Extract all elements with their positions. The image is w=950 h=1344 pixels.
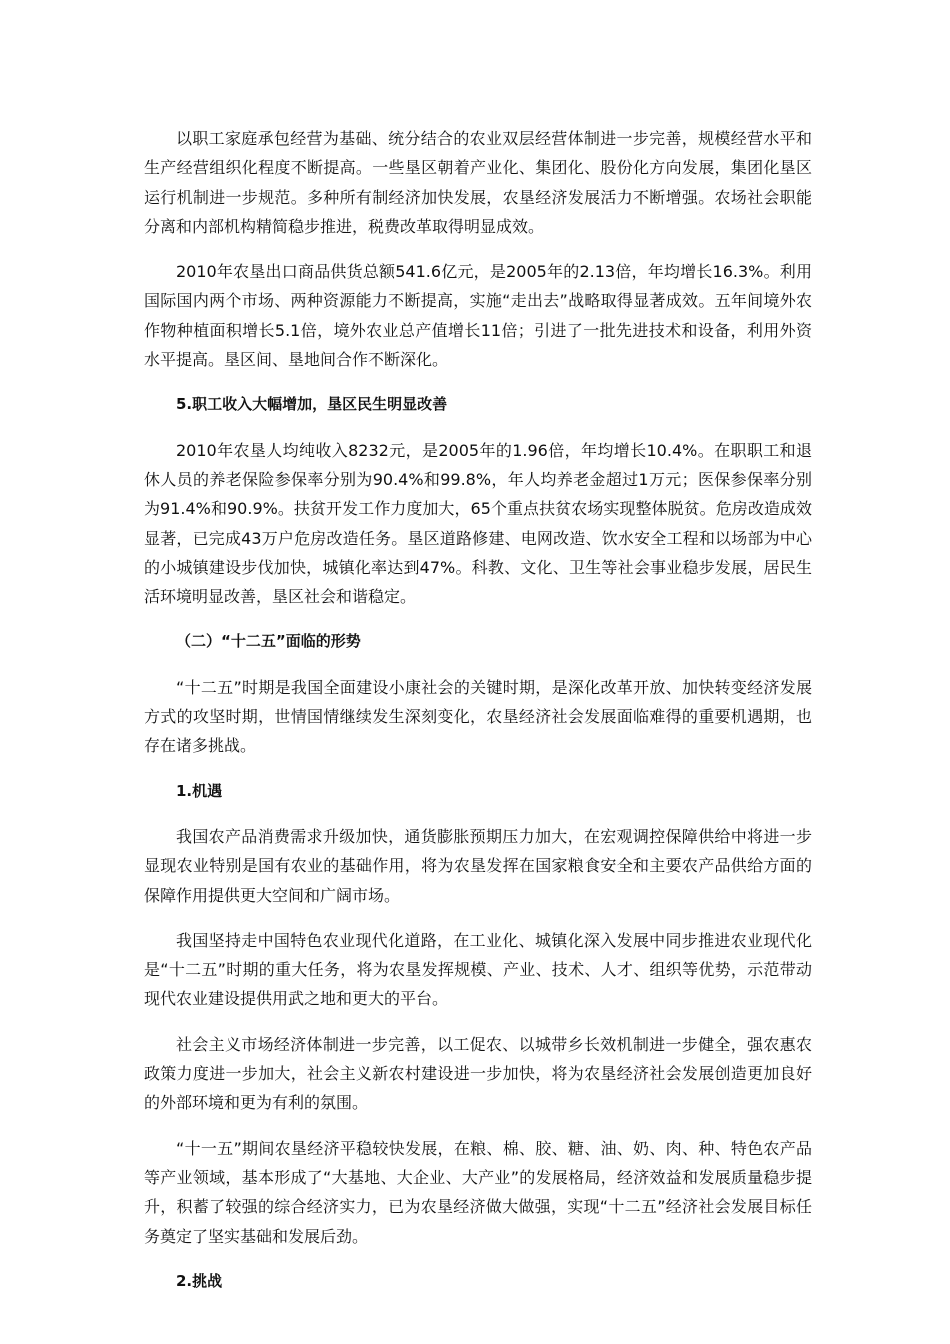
- paragraph-export-supply: 2010年农垦出口商品供货总额541.6亿元，是2005年的2.13倍，年均增长16.3%。利用国际国内两个市场、两种资源能力不断提高，实施“走出去”战略取得显著成效。五年间境外农作物种植面积增长5.1倍，境外农业总产值增长11倍；引进了一批先进技术和设备，利用外资水平提高。垦区间、垦地间合作不断深化。: [144, 262, 812, 370]
- section-heading-income: 5.职工收入大幅增加，垦区民生明显改善: [176, 395, 448, 414]
- section-heading-challenges: 2.挑战: [176, 1271, 223, 1290]
- paragraph-consumer-demand: 我国农产品消费需求升级加快，通货膨胀预期压力加大，在宏观调控保障供给中将进一步显现农业特别是国有农业的基础作用，将为农垦发挥在国家粮食安全和主要农产品供给方面的保障作用提供更大空间和广阔市场。: [144, 826, 812, 905]
- paragraph-situation-intro: “十二五”时期是我国全面建设小康社会的关键时期，是深化改革开放、加快转变经济发展方式的攻坚时期，世情国情继续发生深刻变化，农垦经济社会发展面临难得的重要机遇期，也存在诸多挑战。: [144, 677, 812, 756]
- paragraph-eleventh-plan: “十一五”期间农垦经济平稳较快发展，在粮、棉、胶、糖、油、奶、肉、种、特色农产品等产业领域，基本形成了“大基地、大企业、大产业”的发展格局，经济效益和发展质量稳步提升，积蓄了较强的综合经济实力，已为农垦经济做大做强，实现“十二五”经济社会发展目标任务奠定了坚实基础和发展后劲。: [144, 1138, 812, 1246]
- section-heading-situation: （二）“十二五”面临的形势: [176, 632, 361, 651]
- section-heading-opportunities: 1.机遇: [176, 781, 223, 800]
- paragraph-modernization: 我国坚持走中国特色农业现代化道路，在工业化、城镇化深入发展中同步推进农业现代化是“十二五”时期的重大任务，将为农垦发挥规模、产业、技术、人才、组织等优势，示范带动现代农业建设提供用武之地和更大的平台。: [144, 930, 812, 1009]
- paragraph-per-capita-income: 2010年农垦人均纯收入8232元，是2005年的1.96倍，年均增长10.4%。在职职工和退休人员的养老保险参保率分别为90.4%和99.8%，年人均养老金超过1万元；医保参保率分别为91.4%和90.9%。扶贫开发工作力度加大，65个重点扶贫农场实现整体脱贫。危房改造成效显著，已完成43万户危房改造任务。垦区道路修建、电网改造、饮水安全工程和以场部为中心的小城镇建设步伐加快，城镇化率达到47%。科教、文化、卫生等社会事业稳步发展，居民生活环境明显改善，垦区社会和谐稳定。: [144, 440, 812, 607]
- document-body: [144, 124, 812, 1312]
- paragraph-market-economy: 社会主义市场经济体制进一步完善，以工促农、以城带乡长效机制进一步健全，强农惠农政策力度进一步加大，社会主义新农村建设进一步加快，将为农垦经济社会发展创造更加良好的外部环境和更为有利的氛围。: [144, 1034, 812, 1113]
- paragraph-management-system: 以职工家庭承包经营为基础、统分结合的农业双层经营体制进一步完善，规模经营水平和生产经营组织化程度不断提高。一些垦区朝着产业化、集团化、股份化方向发展，集团化垦区运行机制进一步规范。多种所有制经济加快发展，农垦经济发展活力不断增强。农场社会职能分离和内部机构精简稳步推进，税费改革取得明显成效。: [144, 129, 812, 236]
